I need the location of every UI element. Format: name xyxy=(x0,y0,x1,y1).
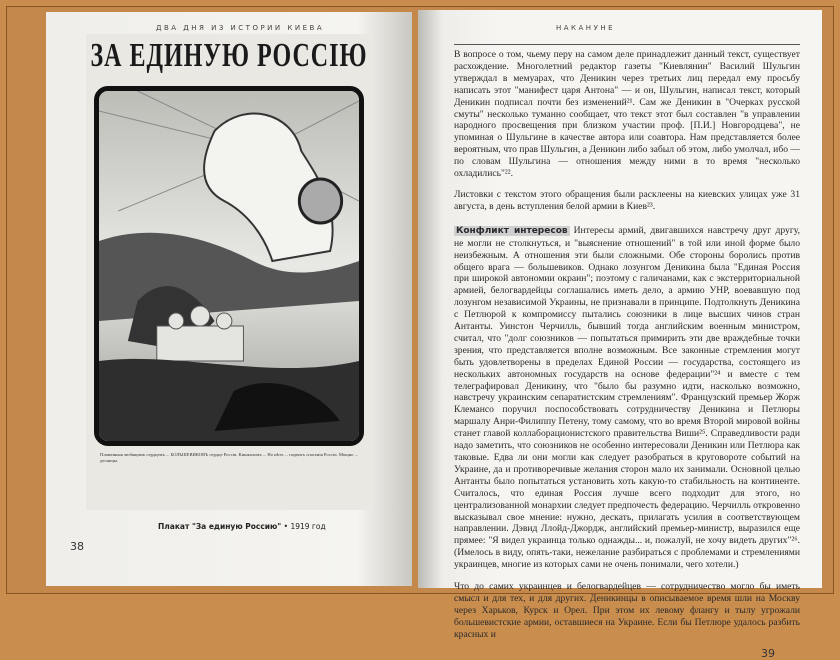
paragraph-text: Интересы армий, двигавшихся навстречу друг другу, не могли не столкнуться, и "выяснение отношений" в той или иной форме было неизбежным. А отношения эти были сложными. Обе стороны боролись против общего врага — большевиков. Однако лозунгом Деникина была "Единая Россия при широкой автономии окраин"; поэтому с галичанами, как с экстерриториальной армией, белогвардейцы соглашались иметь дело, а армию УНР, воевавшую под лозунгом независимой Украины, не признавали в принципе. Подтолкнуть Деникина с Петлюрой к компромиссу пытались союзники в лице высших чинов стран Антанты. Уинстон Черчилль, бывший тогда английским военным министром, считал, что "долг союзников — попытаться примирить эти две враждебные точки зрения, что представляется вполне возможным. Все законные стремления могут быть удовлетворены в пределах Единой России — государства, состоящего из нескольких автономных государств на основе федерации"²⁴ и вместе с тем телеграфировал Деникину, что "было бы разумно идти, насколько возможно, навстречу украинским сепаратистским стремлениям". Французский премьер Жорж Клемансо поручил поспособствовать сотрудничеству Деникина и Петлюры маршалу Анри-Филиппу Петену, тому самому, что во время Второй мировой войны станет главой коллаборационистского правительства Виши²⁵. Справедливости ради надо заметить, что союзников не особенно интересовали Деникин или Петлюра как таковые. Едва ли они могли как следует разобраться в круговороте событий на Украине, да и противоречивые желания сторон мало их занимали. Основной целью Антанты было попытаться установить хоть какую-то стабильность на континенте. Считалось, что единая Россия лучше всего подходит для этого, но централизованной монархии следует предпочесть федерацию. Черчилль откровенно высказывал свое мнение: нужно, дескать, прилагать усилия в соответствующем направлении. Дэвид Ллойд-Джордж, английский премьер-министр, выразился еще прямее: "Я видел украинца только однажды... и, пожалуй, не хочу видеть других"²⁶. (Имелось в виду, опять-таки, нежелание разбираться с проблемами и стремлениями украинцев, многие из которых сами не очень понимали, чего хотели.) xyxy=(454,224,801,571)
running-head: ДВА ДНЯ ИЗ ИСТОРИИ КИЕВА xyxy=(156,24,325,32)
caption-title: Плакат "За единую Россию" xyxy=(158,522,282,531)
caption-bullet: • xyxy=(283,522,289,531)
paragraph-section xyxy=(454,225,800,571)
page-number: 39 xyxy=(761,646,775,660)
poster-title: ЗА ЕДИНУЮ РОССІЮ xyxy=(90,38,368,75)
poster-image xyxy=(86,34,372,510)
page-number: 38 xyxy=(70,540,84,553)
left-page xyxy=(46,12,412,586)
paragraph: Что до самих украинцев и белогвардейцев — сотрудничество могло бы иметь смысл и для тех, и для других. Деникинцы в описываемое время шли на Москву через Харьков, Курск и Орел. При этом их левому флангу и тылу угрожали большевистские армии, оставшиеся на Украине. Если бы Петлюре удалось разбить красных и xyxy=(454,581,800,640)
figure-caption xyxy=(158,522,326,532)
right-page xyxy=(418,10,822,660)
poster-illustration xyxy=(94,86,364,446)
paragraph: В вопросе о том, чьему перу на самом деле принадлежит данный текст, существует расхождение. Многолетний редактор газеты "Киевлянин" Василий Шульгин утверждал в мемуарах, что Деникин через третьих лиц передал ему просьбу написать этот "манифест царя Антона" — и он, Шульгин, написал текст, который Деникин подписал почти без изменений²¹. Сам же Деникин в "Очерках русской смуты" несколько туманно сообщает, что текст этот был составлен "в управлении народного просвещения при близком участии проф. [П.И.] Новгородцева", не упоминая о Шульгине в качестве автора или соавтора. Нам представляется более вероятным, что прав Шульгин, а Деникин либо забыл об этом, либо умолчал, ибо — по словам Шульгина — отношения между ними в то время "несколько охладились"²². xyxy=(454,49,800,180)
caption-year: 1919 год xyxy=(290,522,326,531)
running-head: НАКАНУНЕ xyxy=(556,24,616,32)
section-heading: Конфликт интересов xyxy=(456,225,568,236)
paragraph: Листовки с текстом этого обращения были расклеены на киевских улицах уже 31 августа, в день вступления белой армии в Киев²³. xyxy=(454,188,800,212)
poster-text: Пламенныя любящимъ сердцемъ ... БОЛЬШЕВИКОВЪ сердце Россіи. Кинжаломъ ... Но нѣтъ ... подвигъ спасенія Россіи. Мощно ... десницы. xyxy=(100,452,359,463)
header-rule xyxy=(454,44,800,45)
text-column xyxy=(454,49,801,660)
